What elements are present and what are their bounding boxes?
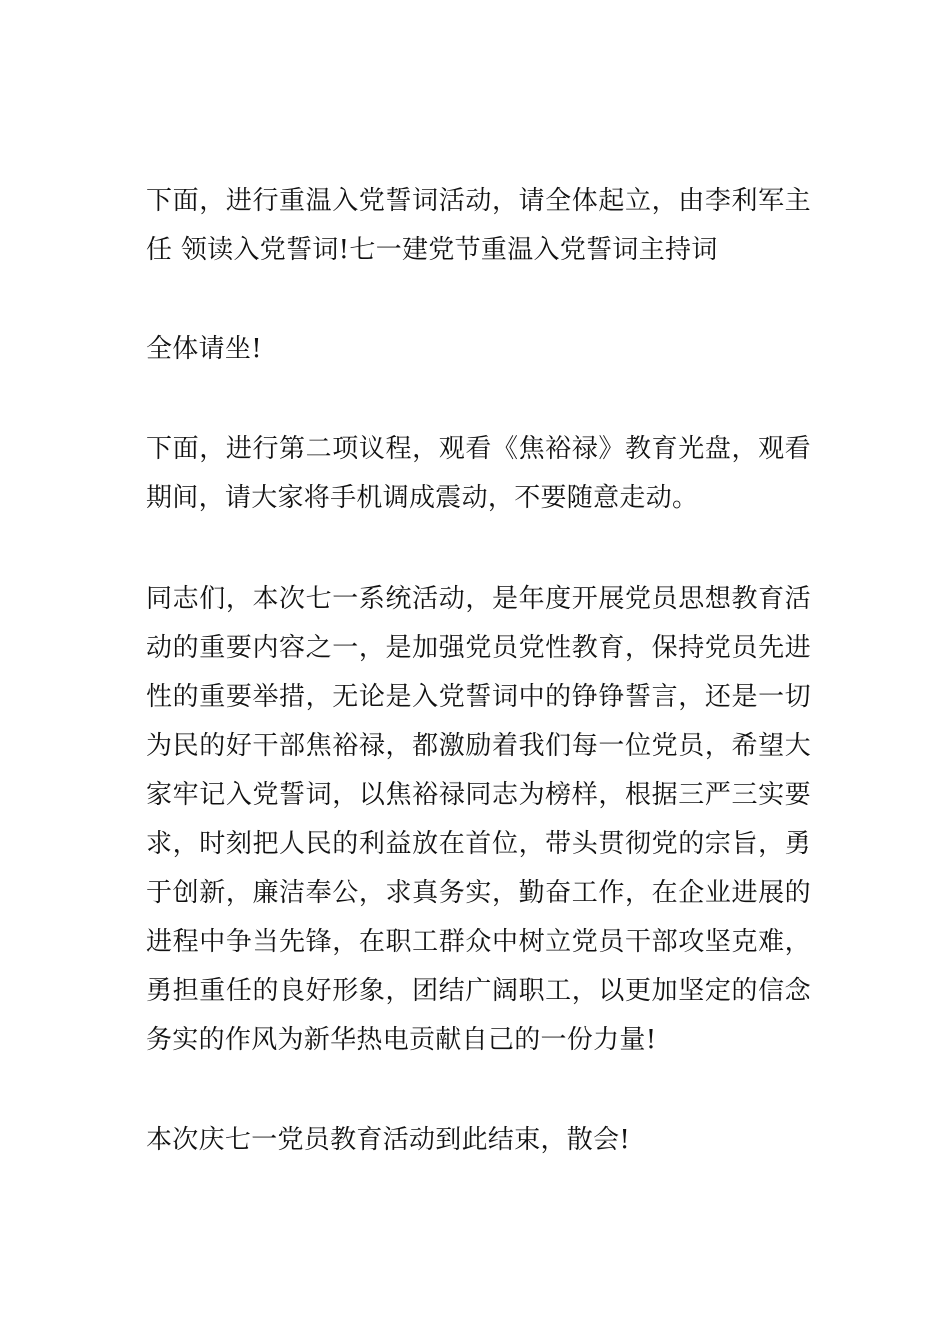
paragraph-closing-speech: 同志们，本次七一系统活动，是年度开展党员思想教育活动的重要内容之一，是加强党员党性教育，保持党员先进性的重要举措，无论是入党誓词中的铮铮誓言，还是一切为民的好干部焦裕禄，都激励着我们每一位党员，希望大家牢记入党誓词，以焦裕禄同志为榜样，根据三严三实要求，时刻把人民的利益放在首位，带头贯彻党的宗旨，勇于创新，廉洁奉公，求真务实，勤奋工作，在企业进展的进程中争当先锋，在职工群众中树立党员干部攻坚克难，勇担重任的良好形象，团结广阔职工，以更加坚定的信念务实的作风为新华热电贡献自己的一份力量! [146,584,811,1055]
paragraph-be-seated: 全体请坐! [146,334,262,364]
paragraph-adjourn: 本次庆七一党员教育活动到此结束，散会! [146,1125,631,1155]
document-body [146,177,811,1213]
paragraph-oath-intro: 下面，进行重温入党誓词活动，请全体起立，由李利军主任 领读入党誓词!七一建党节重温入党誓词主持词 [146,186,811,265]
paragraph-agenda-item-two: 下面，进行第二项议程，观看《焦裕禄》教育光盘，观看期间，请大家将手机调成震动，不要随意走动。 [146,434,811,513]
